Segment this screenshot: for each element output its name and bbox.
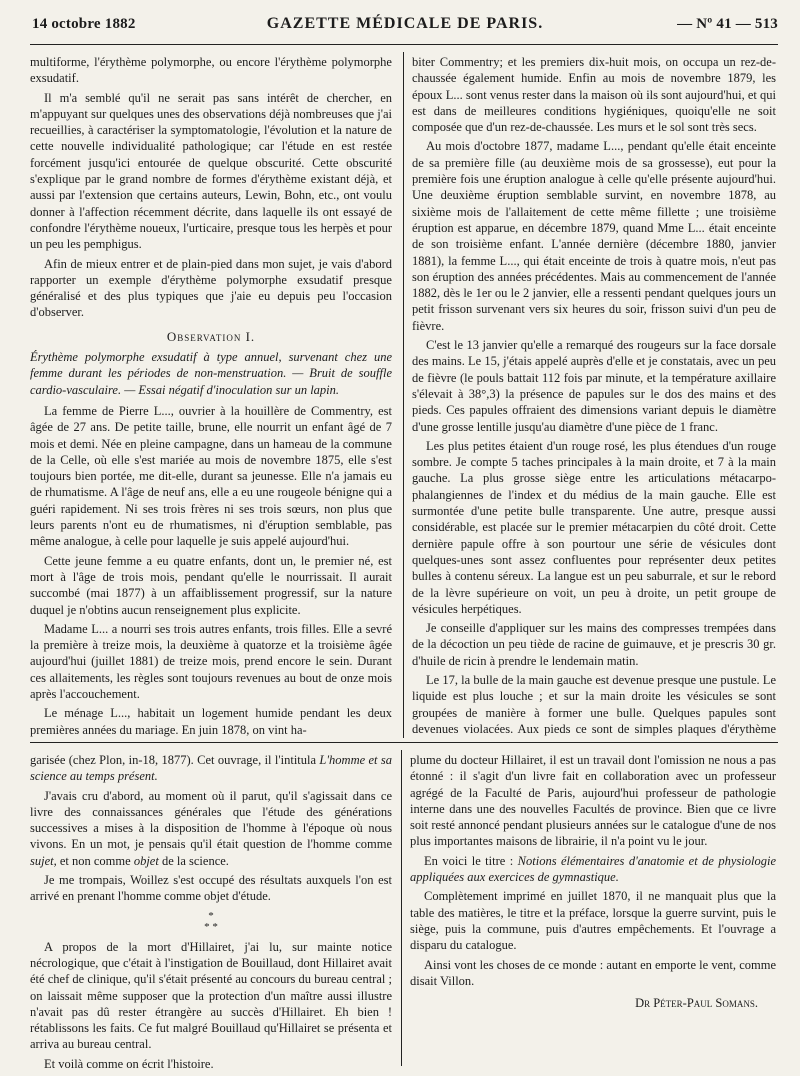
observation-heading: Observation I. [166, 328, 256, 344]
column-3 [30, 752, 392, 1068]
paragraph: La femme de Pierre L..., ouvrier à la houillère de Commentry, est âgée de 27 ans. De petite taille, brune, elle nourrit un enfant âgé de 7 mois et demi. Née en pleine campagne, dans un hameau de la commune de la Celle, où elle s'est mariée au mois de novembre 1875, elle s'est toujours bien portée, me dit-elle, durant sa jeunesse. Elle n'a jamais eu de rhumatisme. A l'âge de neuf ans, elle a eu une rougeole bénigne qui a guéri rapidement. Ni ses trois frères ni ses trois sœurs, non plus que leurs parents n'ont eu de rhumatismes, ni d'éruption semblable, pas même analogue, à celle pour laquelle je suis appelé aujourd'hui. [30, 403, 392, 549]
emphasis: sujet, [30, 853, 57, 868]
author-signature: Dr Péter-Paul Somans. [635, 996, 758, 1011]
paragraph [30, 788, 392, 869]
issue-page-number: — Nº 41 — 513 [677, 15, 778, 32]
paragraph: Il m'a semblé qu'il ne serait pas sans intérêt de chercher, en m'appuyant sur quelques unes des observations déjà nombreuses que j'ai recueillies, à caractériser la symptomatologie, l'évolution et la nature de cette nouvelle individualité pathologique; car l'étude en est restée forcément jusqu'ici entourée de quelque obscurité. Cette obscurité s'explique par le grand nombre de formes d'érythème existant déjà, et aussi par l'extension que certains auteurs, Lewin, Bohn, etc., ont voulu donner à l'affection récemment décrite, dans laquelle ils ont essayé de confondre l'érythème noueux, l'urticaire, presque tous les herpès et pour un peu les pemphigus. [30, 90, 392, 252]
paragraph: biter Commentry; et les premiers dix-huit mois, on occupa un rez-de-chaussée également humide. Enfin au mois de novembre 1879, les époux L... sont venus rester dans la maison où ils sont aujourd'hui, et qui est dans de meilleures conditions hygiéniques, quoiqu'elle ne soit composée que d'un rez-de-chaussée. Les murs et le sol sont très secs. [412, 55, 776, 135]
observation-summary: Érythème polymorphe exsudatif à type annuel, survenant chez une femme durant les périodes de non-menstruation. — Bruit de souffle cardio-vasculaire. — Essai négatif d'inoculation sur un lapin. [30, 350, 392, 397]
separator-star: * [208, 909, 214, 922]
header-rule [30, 44, 778, 45]
text-run: J'avais cru d'abord, au moment où il parut, qu'il s'agissait dans ce livre des connaissances générales que l'étude des générations successives a mises à la disposition de l'homme à l'époque où nous vivons. En un mot, je pensais qu'il était question de l'homme comme [30, 788, 392, 852]
paragraph [410, 853, 776, 886]
paragraph: Complètement imprimé en juillet 1870, il ne manquait plus que la table des matières, le titre et la préface, lorsque la guerre survint, puis le siège, puis la commune, puis d'autres empêchements. Et l'ouvrage a disparu du catalogue. [410, 889, 776, 953]
book-title: L'homme et sa science au temps présent. [30, 753, 392, 784]
text-run: En voici le titre : [424, 853, 514, 868]
book-title: Notions élémentaires d'anatomie et de physiologie appliquées aux exercices de gymnastique. [410, 853, 776, 885]
paragraph: Madame L... a nourri ses trois autres enfants, trois filles. Elle a sevré la première à treize mois, la deuxième à quatorze et la troisième âgée aujourd'hui (juillet 1881) de treize mois, prend encore le sein. Durant ces allaitements, les règles sont toujours revenues au bout de onze mois après l'accouchement. [30, 621, 392, 701]
paragraph: Le 17, la bulle de la main gauche est devenue presque une pustule. Le liquide est plus louche ; et sur la main droite les vésicules se sont groupées de manière à former une bulle. Quelques papules sont devenues violacées. Aux pieds ce sont de simples plaques d'érythème [412, 672, 776, 736]
text-run: garisée (chez Plon, in-18, 1877). Cet ouvrage, il l'intitula [30, 753, 317, 767]
header-date: 14 octobre 1882 [32, 15, 136, 32]
paragraph: Je conseille d'appliquer sur les mains des compresses trempées dans de la décoction un peu tiède de racine de guimauve, et je prescris 30 gr. d'huile de ricin à prendre le lendemain matin. [412, 621, 776, 668]
journal-title: GAZETTE MÉDICALE DE PARIS. [266, 15, 544, 32]
paragraph: A propos de la mort d'Hillairet, j'ai lu, sur mainte notice nécrologique, que c'était à l'instigation de Bouillaud, dont Hillairet avait été chef de clinique, qu'il s'était présenté au concours du bureau central ; on laissait même supposer que la protection d'un maître aussi illustre n'avait pas dû rester étrangère au succès d'Hillairet. Eh bien ! rétablissons les faits. Ce fut malgré Bouillaud qu'Hillairet se présenta et arriva au bureau central. [30, 939, 392, 1052]
paragraph [30, 752, 392, 785]
paragraph: Afin de mieux entrer et de plain-pied dans mon sujet, je vais d'abord rapporter un exemple d'érythème polymorphe exsudatif presque généralisé et des plus typiques que j'aie eu depuis peu l'occasion d'observer. [30, 256, 392, 320]
paragraph: C'est le 13 janvier qu'elle a remarqué des rougeurs sur la face dorsale des mains. Le 15, j'étais appelé auprès d'elle et je constatais, avec un peu de fièvre (le pouls battait 112 fois par minute, et la température axillaire s'élevait à 38°,3) la présence de papules sur le dos des mains et des pieds. Ces papules offraient des dimensions variant depuis le diamètre d'une grosse lentille jusqu'au diamètre d'une pièce de 1 franc. [412, 338, 776, 434]
column-4 [410, 752, 776, 1068]
section-separator [30, 911, 392, 933]
paragraph: plume du docteur Hillairet, il est un travail dont l'omission ne nous a pas étonné : il s'agit d'un livre fait en collaboration avec un professeur agrégé de la Faculté de Paris, aujourd'hui professeur de pathologie interne dans une des nouvelles Facultés de province. Bien que ce livre soit resté annoncé pendant plusieurs années sur le catalogue d'une de nos plus importantes maisons de librairie, il n'a point vu le jour. [410, 753, 776, 849]
paragraph: Je me trompais, Woillez s'est occupé des résultats auxquels l'on est arrivé en prenant l'homme comme objet d'étude. [30, 873, 392, 904]
paragraph: Et voilà comme on écrit l'histoire. [44, 1056, 214, 1068]
section-rule [30, 742, 778, 743]
text-run: et non comme [59, 853, 131, 868]
separator-stars: * * [204, 920, 218, 933]
column-1 [30, 54, 392, 740]
paragraph: Au mois d'octobre 1877, madame L..., pendant qu'elle était enceinte de sa première fille (au deuxième mois de sa grossesse), eut pour la première fois une éruption analogue à celle qu'elle présente aujourd'hui. Une deuxième éruption semblable survint, en novembre 1878, au sixième mois de l'allaitement de cette même fillette ; une troisième éruption est apparue, en décembre 1879, quand Mme L... était enceinte de son troisième enfant. L'année dernière (décembre 1880, janvier 1881), la femme L..., qui était enceinte de trois à quatre mois, n'eut pas son éruption des années précédentes. Mais au commencement de l'année 1882, dès le 1er ou le 2 janvier, elle a ressenti pendant quelques jours un petit frisson survenant vers six heures du soir, frisson suivi d'un peu de fièvre. [412, 139, 776, 333]
column-divider-top [403, 52, 404, 738]
paragraph: Les plus petites étaient d'un rouge rosé, les plus étendues d'un rouge sombre. Je compte 5 taches principales à la main droite, et 7 à la main gauche. La plus grosse siège entre les articulations métacarpo-phalangiennes de l'index et du médius de la main gauche. Elle est surmontée d'une petite bulle transparente. Une autre, presque aussi considérable, est placée sur le premier métacarpien du côté droit. Cette dernière papule offre à son pourtour une série de vésicules dont quelques-unes sont assez confluentes pour représenter deux petites bulles à contenu séreux. La langue est un peu saburrale, et sur le rebord de la lèvre supérieure on voit, un peu à droite, un petit groupe de vésicules herpétiques. [412, 438, 776, 616]
paragraph: Ainsi vont les choses de ce monde : autant en emporte le vent, comme disait Villon. [410, 957, 776, 988]
emphasis: objet [133, 853, 159, 868]
paragraph: Cette jeune femme a eu quatre enfants, dont un, le premier né, est mort à l'âge de trois mois, pendant qu'elle le nourrissait. Il aurait succombé (mai 1877) à un affaiblissement progressif, sur la nature duquel je n'obtins aucun renseignement plus explicite. [30, 553, 392, 617]
column-2 [412, 54, 776, 740]
page-header [32, 10, 778, 38]
paragraph: multiforme, l'érythème polymorphe, ou encore l'érythème polymorphe exsudatif. [30, 55, 392, 86]
text-run: de la science. [161, 853, 229, 868]
paragraph: Le ménage L..., habitait un logement humide pendant les deux premières années du mariage. En juin 1878, on vint ha- [30, 706, 392, 737]
column-divider-bottom [401, 750, 402, 1066]
